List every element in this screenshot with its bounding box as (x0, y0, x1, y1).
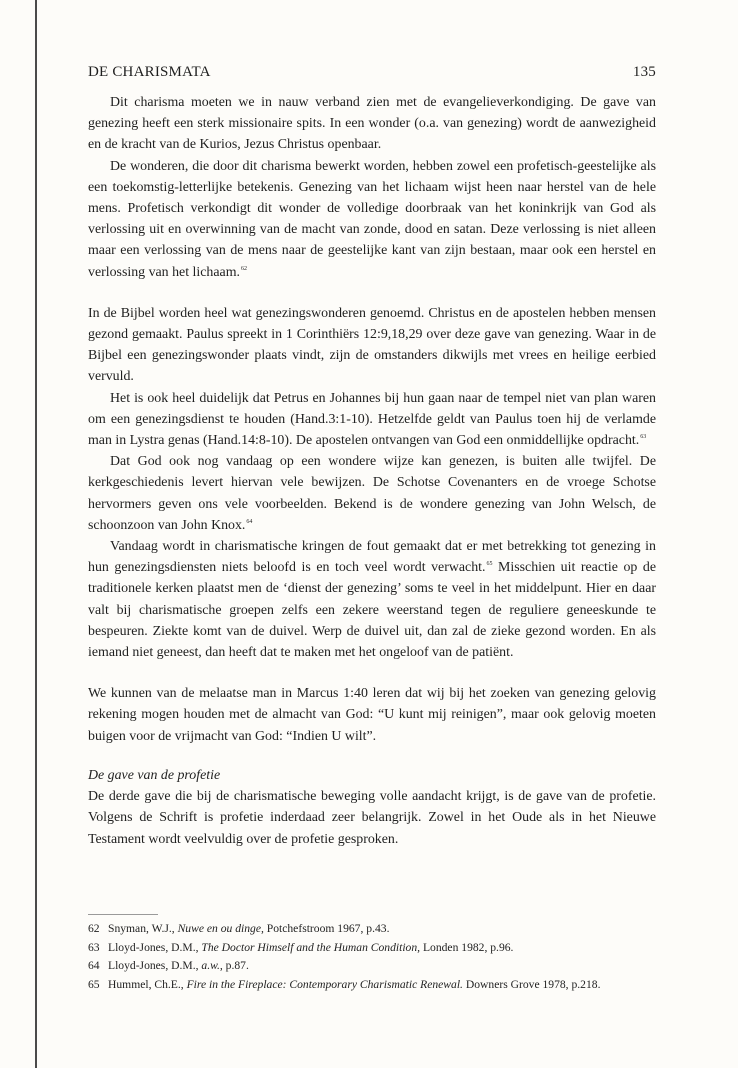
footnote-text: Snyman, W.J., Nuwe en ou dinge, Potchefstroom 1967, p.43. (108, 922, 390, 935)
paragraph: Dit charisma moeten we in nauw verband zien met de evangelieverkondiging. De gave van genezing heeft een sterk missionaire spits. In een wonder (o.a. van genezing) wordt de aanwezigheid en de kracht van de Kurios, Jezus Christus openbaar. (88, 95, 656, 153)
paragraph: Dat God ook nog vandaag op een wondere wijze kan genezen, is buiten alle twijfel. De kerkgeschiedenis levert hiervan vele bewijzen. De Schotse Covenanters en de vroege Schotse hervormers geven ons vele voorbeelden. Bekend is de wondere genezing van John Welsch, de schoonzoon van John Knox.$^{64}$ (88, 454, 656, 533)
body-text (88, 92, 656, 850)
paragraph: Vandaag wordt in charismatische kringen de fout gemaakt dat er met betrekking tot genezing in hun genezingsdiensten niets beloofd is en toch veel wordt verwacht.$^{65}$ Misschien uit reactie op de traditionele kerken plaatst men de ‘dienst der genezing’ soms te veel in het middelpunt. Hier en daar valt bij charismatische groepen zelfs een zekere weerstand tegen de reguliere geneeskunde te bespeuren. Ziekte komt van de duivel. Werp de duivel uit, dan zal de zieke gezond worden. En als iemand niet geneest, dan heeft dat te maken met het ongeloof van de patiënt. (88, 539, 656, 661)
footnote-divider (88, 914, 158, 915)
footnotes (88, 920, 656, 994)
footnote-text: Hummel, Ch.E., Fire in the Fireplace: Contemporary Charismatic Renewal. Downers Grove 1978, p.218. (108, 977, 601, 991)
footnote (88, 939, 656, 957)
footnote-ref[interactable]: 64 (246, 518, 253, 525)
footnote-text: Lloyd-Jones, D.M., The Doctor Himself and the Human Condition, Londen 1982, p.96. (108, 940, 514, 954)
footnote-number: 64 (88, 959, 100, 973)
footnote (88, 957, 656, 975)
footnote (88, 920, 656, 938)
paragraph: We kunnen van de melaatse man in Marcus 1:40 leren dat wij bij het zoeken van genezing gelovig rekening mogen houden met de almacht van God: “U kunt mij reinigen”, maar ook gelovig moeten buigen voor de vrijmacht van God: “Indien U wilt”. (88, 686, 656, 744)
footnote-number: 63 (88, 940, 100, 954)
running-header (88, 64, 656, 81)
footnote-ref[interactable]: 63 (640, 434, 647, 441)
page-binding-edge (35, 0, 37, 1068)
footnote-number: 65 (88, 977, 100, 991)
paragraph: De wonderen, die door dit charisma bewerkt worden, hebben zowel een profetisch-geestelijke als een toekomstig-letterlijke betekenis. Genezing van het lichaam wijst heen naar herstel van de hele mens. Profetisch verkondigt dit wonder de volledige doorbraak van het koninkrijk van God als verlossing uit en overwinning van de macht van zonde, dood en satan. Deze verlossing is niet alleen maar een verlossing van de mens naar de geestelijke kant van zijn bestaan, maar ook een herstel en verlossing van het lichaam.$^{62}$ (88, 158, 656, 280)
paragraph: In de Bijbel worden heel wat genezingswonderen genoemd. Christus en de apostelen hebben mensen gezond gemaakt. Paulus spreekt in 1 Corinthiërs 12:9,18,29 over deze gave van genezing. Waar in de Bijbel een genezingswonder plaats vindt, zijn de omstanders dikwijls met vrees en heilige eerbied vervuld. (88, 305, 656, 385)
section-heading: De gave van de profetie (88, 767, 221, 783)
paragraph: Het is ook heel duidelijk dat Petrus en Johannes bij hun gaan naar de tempel niet van plan waren om een genezingsdienst te houden (Hand.3:1-10). Hetzelfde geldt van Paulus toen hij de verlamde man in Lystra genas (Hand.14:8-10). De apostelen ontvangen van God een onmiddellijke opdracht.$^{63}$ (88, 390, 656, 449)
footnote (88, 976, 656, 994)
footnote-ref[interactable]: 62 (240, 265, 247, 272)
footnote-ref[interactable]: 65 (486, 561, 493, 568)
footnote-number: 62 (88, 922, 100, 935)
chapter-title: DE CHARISMATA (88, 64, 211, 80)
paragraph: De derde gave die bij de charismatische beweging volle aandacht krijgt, is de gave van de profetie. Volgens de Schrift is profetie inderdaad zeer belangrijk. Zowel in het Oude als in het Nieuwe Testament wordt veelvuldig over de profetie gesproken. (88, 789, 656, 847)
page-number: 135 (632, 64, 656, 80)
footnote-text: Lloyd-Jones, D.M., a.w., p.87. (108, 959, 249, 973)
